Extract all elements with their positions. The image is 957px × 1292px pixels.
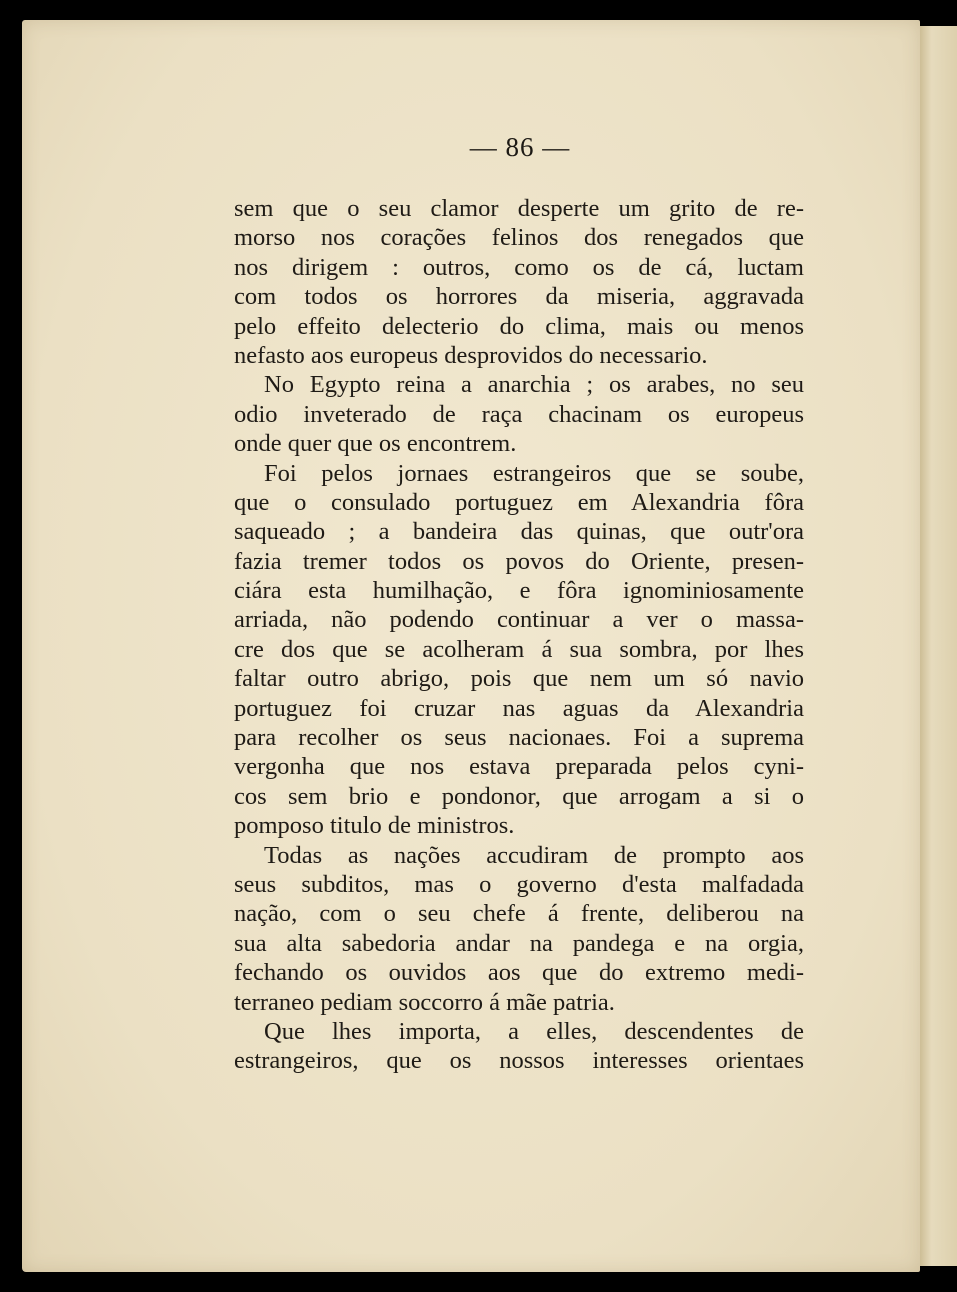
text-line: fazia tremer todos os povos do Oriente, presen-: [234, 547, 804, 575]
text-line: cre dos que se acolheram á sua sombra, por lhes: [234, 635, 804, 663]
text-line: arriada, não podendo continuar a ver o massa-: [234, 606, 804, 634]
text-line: Foi pelos jornaes estrangeiros que se soube,: [264, 459, 804, 487]
text-line: pelo effeito delecterio do clima, mais ou menos: [234, 312, 804, 340]
text-line: com todos os horrores da miseria, aggravada: [234, 283, 804, 311]
text-line: que o consulado portuguez em Alexandria fôra: [234, 488, 804, 516]
text-line: nefasto aos europeus desprovidos do necessario.: [234, 341, 708, 369]
text-line: ciára esta humilhação, e fôra ignominiosamente: [234, 577, 804, 605]
text-line: morso nos corações felinos dos renegados que: [234, 224, 804, 252]
text-line: portuguez foi cruzar nas aguas da Alexandria: [234, 694, 804, 722]
text-line: odio inveterado de raça chacinam os europeus: [234, 400, 804, 428]
text-line: terraneo pediam soccorro á mãe patria.: [234, 988, 615, 1016]
text-line: nos dirigem : outros, como os de cá, luctam: [234, 253, 804, 281]
text-line: cos sem brio e pondonor, que arrogam a si o: [234, 782, 804, 810]
text-line: saqueado ; a bandeira das quinas, que outr'ora: [234, 518, 804, 546]
text-line: Que lhes importa, a elles, descendentes de: [264, 1017, 804, 1045]
text-line: No Egypto reina a anarchia ; os arabes, no seu: [264, 371, 804, 399]
body-text: [234, 194, 804, 1076]
text-line: para recolher os seus nacionaes. Foi a suprema: [234, 724, 804, 752]
text-line: seus subditos, mas o governo d'esta malfadada: [234, 870, 804, 898]
text-line: faltar outro abrigo, pois que nem um só navio: [234, 665, 804, 693]
text-line: fechando os ouvidos aos que do extremo medi-: [234, 959, 804, 987]
text-line: vergonha que nos estava preparada pelos cyni-: [234, 753, 804, 781]
text-line: sem que o seu clamor desperte um grito de re-: [234, 195, 804, 222]
adjacent-page-edge: [918, 26, 957, 1266]
text-line: sua alta sabedoria andar na pandega e na orgia,: [234, 929, 804, 957]
text-line: nação, com o seu chefe á frente, deliberou na: [234, 900, 804, 928]
text-line: onde quer que os encontrem.: [234, 430, 517, 458]
text-line: estrangeiros, que os nossos interesses orientaes: [234, 1047, 804, 1075]
page-number: — 86 —: [469, 132, 571, 162]
text-line: pomposo titulo de ministros.: [234, 812, 515, 840]
text-line: Todas as nações accudiram de prompto aos: [264, 841, 804, 869]
